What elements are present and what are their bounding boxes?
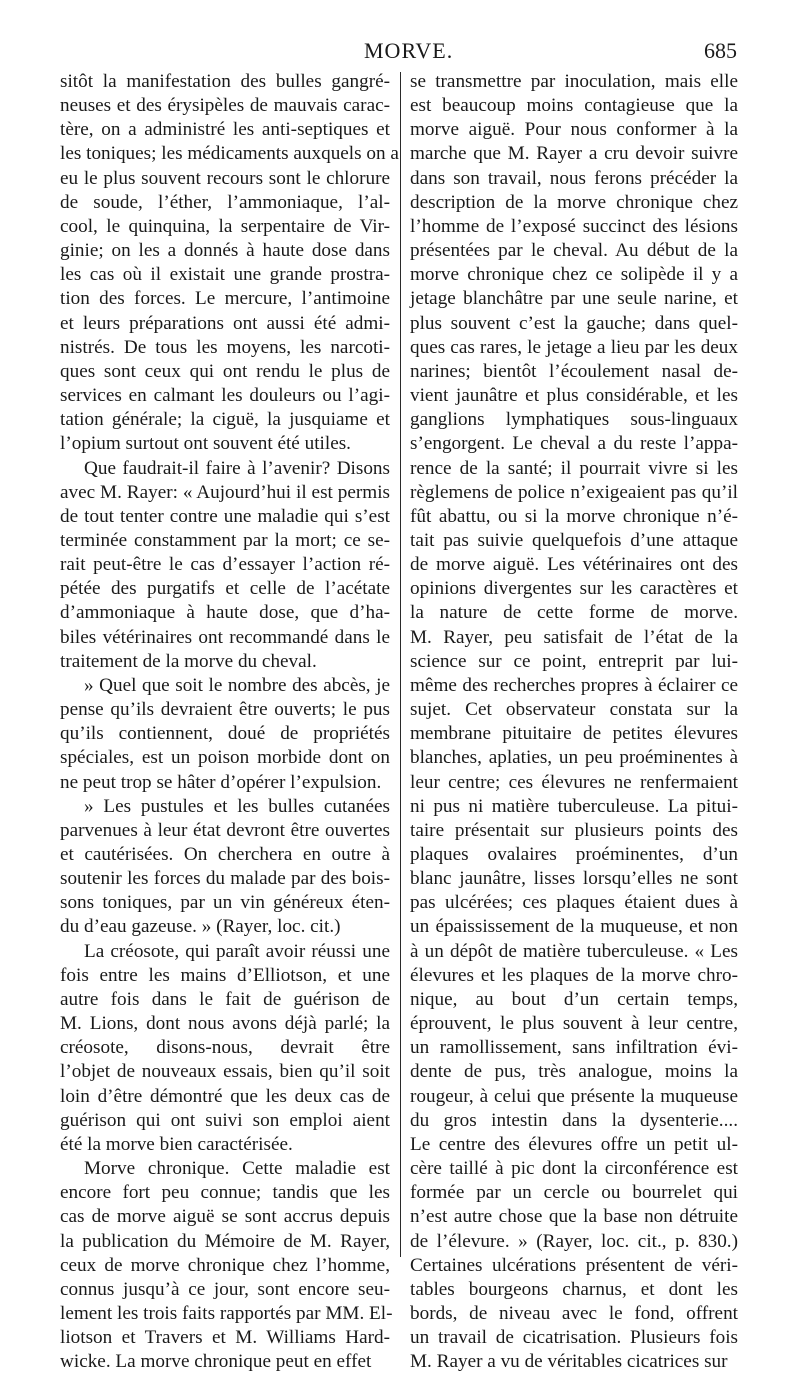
text-line: ques cas rares, le jetage a lieu par les deux bbox=[410, 336, 738, 358]
text-line: un épaississement de la muqueuse, et non bbox=[410, 916, 738, 938]
text-line: plus souvent c’est la gauche; dans quel- bbox=[410, 312, 738, 334]
text-line: même des recherches propres à éclairer ce bbox=[410, 674, 738, 696]
text-line: marche que M. Rayer a cru devoir suivre bbox=[410, 143, 738, 165]
text-line: morve aiguë. Pour nous conformer à la bbox=[410, 119, 738, 141]
text-line: morve chronique chez ce solipède il y a bbox=[410, 264, 738, 286]
text-line: la nature de cette forme de morve. bbox=[410, 602, 738, 624]
text-line: » Les pustules et les bulles cutanées bbox=[84, 795, 390, 817]
text-line: fois entre les mains d’Elliotson, et une bbox=[60, 964, 390, 986]
text-line: tère, on a administré les anti-septiques et bbox=[60, 119, 390, 141]
text-line: opinions divergentes sur les caractères et bbox=[410, 578, 738, 600]
paragraph bbox=[410, 70, 738, 1374]
text-line: lement les trois faits rapportés par MM. El- bbox=[60, 1302, 393, 1324]
text-line: fût abattu, ou si la morve chronique n’é- bbox=[410, 505, 738, 527]
text-line: encore fort peu connue; tandis que les bbox=[60, 1182, 390, 1204]
text-line: M. Rayer, peu satisfait de l’état de la bbox=[410, 626, 738, 648]
text-line: est beaucoup moins contagieuse que la bbox=[410, 95, 738, 117]
text-line: vient jaunâtre et plus considérable, et les bbox=[410, 385, 738, 407]
text-line: cool, le quinquina, la serpentaire de Vir- bbox=[60, 215, 390, 237]
text-line: sons toniques, par un vin généreux éten- bbox=[60, 892, 390, 914]
text-line: eu le plus souvent recours sont le chlorure bbox=[60, 167, 390, 189]
text-line: l’homme de l’exposé succinct des lésions bbox=[410, 215, 738, 237]
text-line: cère taillé à pic dont la circonférence est bbox=[410, 1158, 738, 1180]
paragraph bbox=[60, 940, 390, 1157]
text-line: connus jusqu’à ce jour, sont encore seu- bbox=[60, 1278, 390, 1300]
text-line: créosote, disons-nous, devrait être bbox=[60, 1037, 390, 1059]
text-line: parvenues à leur état devront être ouvertes bbox=[60, 819, 390, 841]
text-line: rence de la santé; il pourrait vivre si les bbox=[410, 457, 738, 479]
text-line: wicke. La morve chronique peut en effet bbox=[60, 1351, 372, 1373]
text-line: neuses et des érysipèles de mauvais carac- bbox=[60, 95, 390, 117]
text-line: tion des forces. Le mercure, l’antimoine bbox=[60, 288, 390, 310]
text-line: Que faudrait-il faire à l’avenir? Disons bbox=[84, 457, 390, 479]
text-line: éprouvent, le plus souvent à leur centre, bbox=[410, 1013, 738, 1035]
text-line: qu’ils contiennent, doué de propriétés bbox=[60, 723, 390, 745]
text-line: liotson et Travers et M. Williams Hard- bbox=[60, 1327, 390, 1349]
paragraph bbox=[60, 795, 390, 940]
text-line: M. Lions, dont nous avons déjà parlé; la bbox=[60, 1013, 390, 1035]
left-column bbox=[60, 70, 399, 1374]
text-line: pas ulcérées; ces plaques étaient dues à bbox=[410, 892, 738, 914]
paragraph bbox=[60, 674, 390, 795]
text-line: dente de pus, très analogue, moins la bbox=[410, 1061, 738, 1083]
text-line: un ramollissement, sans infiltration évi- bbox=[410, 1037, 738, 1059]
text-line: ne peut trop se hâter d’opérer l’expulsion. bbox=[60, 771, 382, 793]
text-line: à un dépôt de matière tuberculeuse. « Les bbox=[410, 940, 738, 962]
text-line: un travail de cicatrisation. Plusieurs fois bbox=[410, 1327, 738, 1349]
text-line: nique, au bout d’un certain temps, bbox=[410, 988, 738, 1010]
text-line: de soude, l’éther, l’ammoniaque, l’al- bbox=[60, 191, 390, 213]
text-line: jetage blanchâtre par une seule narine, et bbox=[410, 288, 738, 310]
text-line: la publication du Mémoire de M. Rayer, bbox=[60, 1230, 390, 1252]
text-line: avec M. Rayer: « Aujourd’hui il est permis bbox=[60, 481, 390, 503]
paragraph bbox=[60, 457, 390, 674]
text-line: science sur ce point, entreprit par lui- bbox=[410, 650, 738, 672]
text-line: Certaines ulcérations présentent de véri- bbox=[410, 1254, 738, 1276]
text-line: traitement de la morve du cheval. bbox=[60, 650, 317, 672]
text-line: l’opium surtout ont souvent été utiles. bbox=[60, 433, 351, 455]
text-line: ni pus ni matière tuberculeuse. La pitui- bbox=[410, 795, 738, 817]
text-line: narines; bientôt l’écoulement nasal de- bbox=[410, 360, 738, 382]
text-line: ganglions lymphatiques sous-linguaux bbox=[410, 409, 738, 431]
text-line: les toniques; les médicaments auxquels on a bbox=[60, 143, 399, 165]
text-line: plaques ovalaires proéminentes, d’un bbox=[410, 844, 738, 865]
text-line: terminée constamment par la mort; ce se- bbox=[60, 529, 390, 551]
text-line: » Quel que soit le nombre des abcès, je bbox=[84, 674, 390, 696]
paragraph bbox=[60, 70, 399, 457]
text-line: se transmettre par inoculation, mais elle bbox=[410, 71, 738, 92]
text-line: du gros intestin dans la dysenterie.... bbox=[410, 1109, 738, 1131]
text-line: dans son travail, nous ferons précéder la bbox=[410, 167, 738, 189]
text-line: les cas où il existait une grande prostra- bbox=[60, 264, 390, 286]
text-line: membrane pituitaire de petites élevures bbox=[410, 723, 738, 745]
text-line: guérison qui ont suivi son emploi aient bbox=[60, 1109, 390, 1131]
text-line: blanches, aplaties, un peu proéminentes à bbox=[410, 747, 738, 769]
text-line: description de la morve chronique chez bbox=[410, 191, 738, 213]
text-line: M. Rayer a vu de véritables cicatrices sur bbox=[410, 1351, 728, 1373]
text-line: règlemens de police n’exigeaient pas qu’il bbox=[410, 481, 738, 503]
text-line: Le centre des élevures offre un petit ul- bbox=[410, 1133, 738, 1155]
text-line: présentées par le cheval. Au début de la bbox=[410, 240, 738, 262]
text-line: ques sont ceux qui ont rendu le plus de bbox=[60, 360, 390, 382]
text-line: La créosote, qui paraît avoir réussi une bbox=[84, 940, 390, 962]
text-line: été la morve bien caractérisée. bbox=[60, 1133, 293, 1155]
page-number: 685 bbox=[704, 38, 737, 63]
running-title: MORVE. bbox=[364, 38, 454, 63]
column-rule bbox=[400, 72, 401, 1257]
running-head bbox=[0, 38, 800, 68]
text-line: élevures et les plaques de la morve chro- bbox=[410, 964, 738, 986]
text-line: blanc jaunâtre, lisses lorsqu’elles ne sont bbox=[410, 868, 738, 890]
paragraph bbox=[60, 1157, 393, 1374]
text-line: soutenir les forces du malade par des bois- bbox=[60, 868, 390, 890]
text-line: et leurs préparations ont aussi été admi- bbox=[60, 312, 390, 334]
text-line: de morve aiguë. Les vétérinaires ont des bbox=[410, 554, 738, 576]
text-line: bords, de niveau avec le fond, offrent bbox=[410, 1302, 738, 1324]
text-line: pense qu’ils devraient être ouverts; le pus bbox=[60, 699, 390, 721]
text-line: pétée des purgatifs et celle de l’acétate bbox=[60, 578, 390, 600]
right-column bbox=[410, 70, 738, 1374]
text-line: ceux de morve chronique chez l’homme, bbox=[60, 1254, 390, 1276]
text-line: loin d’être démontré que les deux cas de bbox=[60, 1085, 390, 1107]
text-line: sujet. Cet observateur constata sur la bbox=[410, 699, 738, 721]
text-line: leur centre; ces élevures ne renfermaient bbox=[410, 771, 738, 793]
text-line: formée par un cercle ou bourrelet qui bbox=[410, 1182, 738, 1204]
text-line: Morve chronique. Cette maladie est bbox=[84, 1158, 390, 1180]
text-line: du d’eau gazeuse. » (Rayer, loc. cit.) bbox=[60, 916, 341, 938]
text-line: de tout tenter contre une maladie qui s’est bbox=[60, 505, 390, 527]
text-line: rait peut-être le cas d’essayer l’action ré- bbox=[60, 554, 390, 576]
text-line: services en calmant les douleurs ou l’agi- bbox=[60, 385, 390, 407]
text-line: tables bourgeons charnus, et dont les bbox=[410, 1278, 738, 1300]
text-line: de l’élevure. » (Rayer, loc. cit., p. 830.) bbox=[410, 1230, 738, 1252]
text-line: tait pas suivie quelquefois d’une attaque bbox=[410, 529, 738, 551]
text-line: spéciales, est un poison morbide dont on bbox=[60, 747, 390, 769]
text-line: tation générale; la ciguë, la jusquiame et bbox=[60, 409, 390, 431]
text-line: n’est autre chose que la base non détruite bbox=[410, 1206, 738, 1228]
text-line: taire présentait sur plusieurs points des bbox=[410, 819, 738, 841]
text-line: nistrés. De tous les moyens, les narcoti- bbox=[60, 336, 390, 358]
text-line: d’ammoniaque à haute dose, que d’ha- bbox=[60, 602, 390, 624]
text-line: s’engorgent. Le cheval a du reste l’appa- bbox=[410, 433, 738, 455]
text-line: rougeur, à celui que présente la muqueuse bbox=[410, 1085, 738, 1107]
text-line: l’objet de nouveaux essais, bien qu’il soit bbox=[60, 1061, 390, 1083]
text-line: et cautérisées. On cherchera en outre à bbox=[60, 844, 390, 865]
text-line: sitôt la manifestation des bulles gangré- bbox=[60, 71, 390, 92]
text-line: ginie; on les a donnés à haute dose dans bbox=[60, 240, 390, 262]
text-line: autre fois dans le fait de guérison de bbox=[60, 988, 390, 1010]
text-line: biles vétérinaires ont recommandé dans le bbox=[60, 626, 390, 648]
text-line: cas de morve aiguë se sont accrus depuis bbox=[60, 1206, 390, 1228]
